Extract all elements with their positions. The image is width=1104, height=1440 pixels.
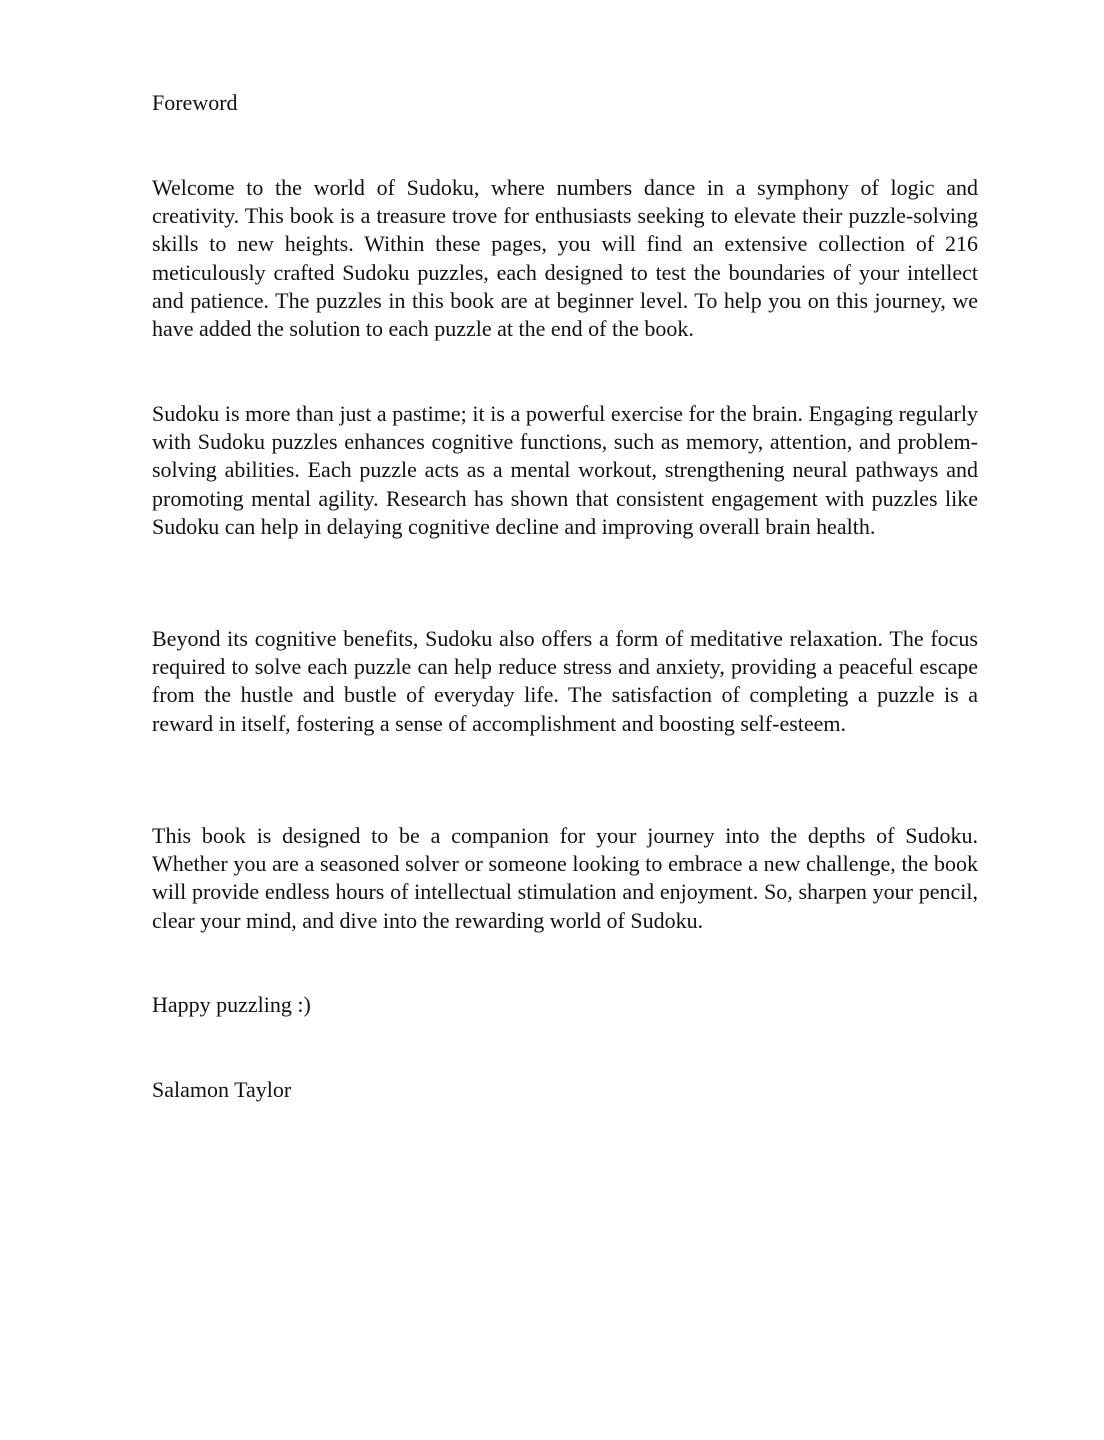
closing-line: Happy puzzling :) xyxy=(152,992,311,1017)
paragraph-brain-exercise: Sudoku is more than just a pastime; it is a powerful exercise for the brain. Engaging regularly with Sudoku puzzles enhances cognitive functions, such as memory, attention, and problem-solving abilities. Each puzzle acts as a mental workout, strengthening neural pathways and promoting mental agility. Research has shown that consistent engagement with puzzles like Sudoku can help in delaying cognitive decline and improving overall brain health. xyxy=(152,401,978,539)
author-signature: Salamon Taylor xyxy=(152,1077,292,1102)
paragraph-companion: This book is designed to be a companion for your journey into the depths of Sudoku. Whether you are a seasoned solver or someone looking to embrace a new challenge, the book will provide endless hours of intellectual stimulation and enjoyment. So, sharpen your pencil, clear your mind, and dive into the rewarding world of Sudoku. xyxy=(152,823,978,933)
paragraph-welcome: Welcome to the world of Sudoku, where numbers dance in a symphony of logic and creativity. This book is a treasure trove for enthusiasts seeking to elevate their puzzle-solving skills to new heights. Within these pages, you will find an extensive collection of 216 meticulously crafted Sudoku puzzles, each designed to test the boundaries of your intellect and patience. The puzzles in this book are at beginner level. To help you on this journey, we have added the solution to each puzzle at the end of the book. xyxy=(152,175,978,342)
page-title: Foreword xyxy=(152,90,238,115)
paragraph-relaxation: Beyond its cognitive benefits, Sudoku also offers a form of meditative relaxation. The focus required to solve each puzzle can help reduce stress and anxiety, providing a peaceful escape from the hustle and bustle of everyday life. The satisfaction of completing a puzzle is a reward in itself, fostering a sense of accomplishment and boosting self-esteem. xyxy=(152,626,978,736)
